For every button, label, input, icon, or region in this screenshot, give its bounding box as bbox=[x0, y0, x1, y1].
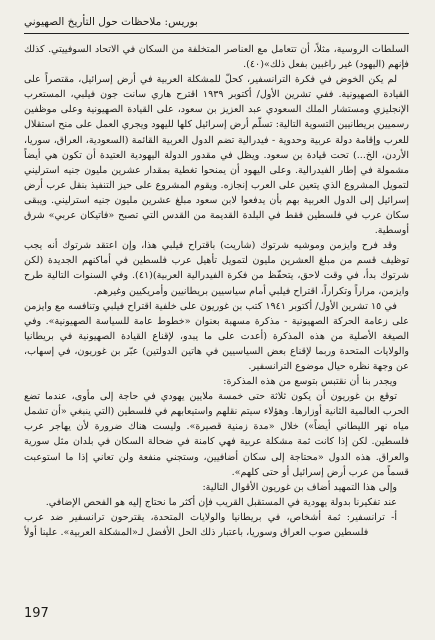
paragraph-transfer-point: أ- ترانسفير: ثمة أشخاص، في بريطانيا والولايات المتحدة، يقترحون ترانسفير ضد عرب فلسطين صوب العراق وسوريا، باعتبار ذلك الحل الأفضل لـ«المشكلة العربية». علينا أولاً bbox=[24, 511, 397, 538]
paragraph-continuation: السلطات الروسية، مثلاً، أن تتعامل مع العناصر المتخلفة من السكان في الاتحاد السوفييتي. كذلك فإنهم (اليهود) غير راغبين بفعل ذلك»(٤٠). bbox=[24, 44, 409, 71]
paragraph-ben-gurion-expectation: توقع بن غوريون أن يكون ثلاثة حتى خمسة ملايين يهودي في حاجة إلى مأوى، عندما تضع الحرب العالمية الثانية أوزارها. وهؤلاء سيتم نقلهم واستيعابهم في فلسطين (التي ينبغي «أن تشمل مياه نهر الليطاني أيضاً») خلال «مدة زمنية قصيرة». وليست هناك ضرورة لأن يهاجر عرب فلسطين. لكن إذا كانت ثمة مشكلة عربية فهي كامنة في ضحالة السكان في بلدان مثل سورية والعراق. هذه الدول «محتاجة إلى سكان أضافيين، وستجني منفعة ولن تعاني إذا ما استوعبت قسماً من عرب أرض إسرائيل أو حتى كلهم». bbox=[24, 391, 409, 478]
paragraph-philby-proposal: لم يكن الخوض في فكرة الترانسفير، كحلّ للمشكلة العربية في أرض إسرائيل، مقتصراً على القيادة الصهيونية. ففي تشرين الأول/ أكتوبر ١٩٣٩ اقترح هاري سانت جون فيلبي، المستعرب الإنجليزي ومستشار الملك السعودي عبد العزيز بن سعود، على القيادة الصهيونية وعلى موظفين رسميين بريطانيين التسوية التالية: تسلّم أرض إسرائيل كلها لليهود ويجري العمل على منح استقلال للعرب وإقامة دولة عربية وحدوية - فيدرالية تضم الدول العربية القائمة (السعودية، العراق، سوريا، الأردن، الخ...) تحت قيادة بن سعود. ويظل في مقدور الدولة اليهودية العتيدة أن تكون هي أيضاً مشمولة في إطار الفيدرالية. وعلى اليهود أن يمنحوا تغطية بمقدار عشرين مليون جنيه استرليني لتمويل المشروع الذي يتعين على العرب إنجازه. ويقوم المشروع على حيز التنفيذ بنقل عرب أرض إسرائيل إلى الدول العربية بهم بأن يدفعوا لابن سعود مبلغ عشرين مليون جنيه استرليني. ويبقى سكان عرب في فلسطين فقط في البلدة القديمة من القدس التي تصبح «فاتيكان عربي» شرق أوسطية. bbox=[24, 74, 409, 237]
paragraph-quote-intro: ويجدر بنا أن نقتبس بتوسع من هذه المذكرة: bbox=[223, 376, 397, 388]
paragraph-additions-intro: وإلى هذا التمهيد أضاف بن غوريون الأقوال التالية: bbox=[202, 481, 397, 493]
paragraph-weizmann-shertok: وقد فرح وايزمن وموشيه شرتوك (شاريت) باقتراح فيلبي هذا، وإن اعتقد شرتوك أنه يجب توظيف قسم من مبلغ العشرين مليون لتمويل تأهيل عرب فلسطين في أماكنهم الجديدة (لكن شرتوك بدأ، في وقت لاحق، يتحفّظ من فكرة الفيدرالية العربية)(٤١). وفي السنوات التالية طرح وايزمن، مراراً وتكراراً، اقتراح فيلبي أمام سياسيين بريطانيين وأمريكيين وغيرهم. bbox=[24, 240, 409, 297]
page-number: 197 bbox=[24, 606, 49, 621]
paragraph-ben-gurion-memo: في ١٥ تشرين الأول/ أكتوبر ١٩٤١ كتب بن غوريون على خلفية اقتراح فيلبي وتنافسه مع وايزمن على زعامة الحركة الصهيونية - مذكرة مسهبة بعنوان «خطوط عامة للسياسة الصهيونية». وفي الصيغة الأصلية من هذه المذكرة (أعدت على ما يبدو، لإقناع القيادة الصهيونية في بريطانيا والولايات المتحدة وربما لإقناع بعض السياسيين في هاتين الدولتين) عبّر بن غوريون، في إسهاب، عن وجهة نظره حيال موضوع الترانسفير. bbox=[24, 300, 409, 372]
running-header-title: بوريس: ملاحظات حول التأريخ الصهيوني bbox=[24, 16, 198, 28]
running-header bbox=[24, 13, 409, 34]
paragraph-quote-lead: عند تفكيرنا بدولة يهودية في المستقبل القريب فإن أكثر ما نحتاج إليه هو الفحص الإضافي. bbox=[45, 496, 397, 508]
page-body-text bbox=[24, 42, 409, 612]
